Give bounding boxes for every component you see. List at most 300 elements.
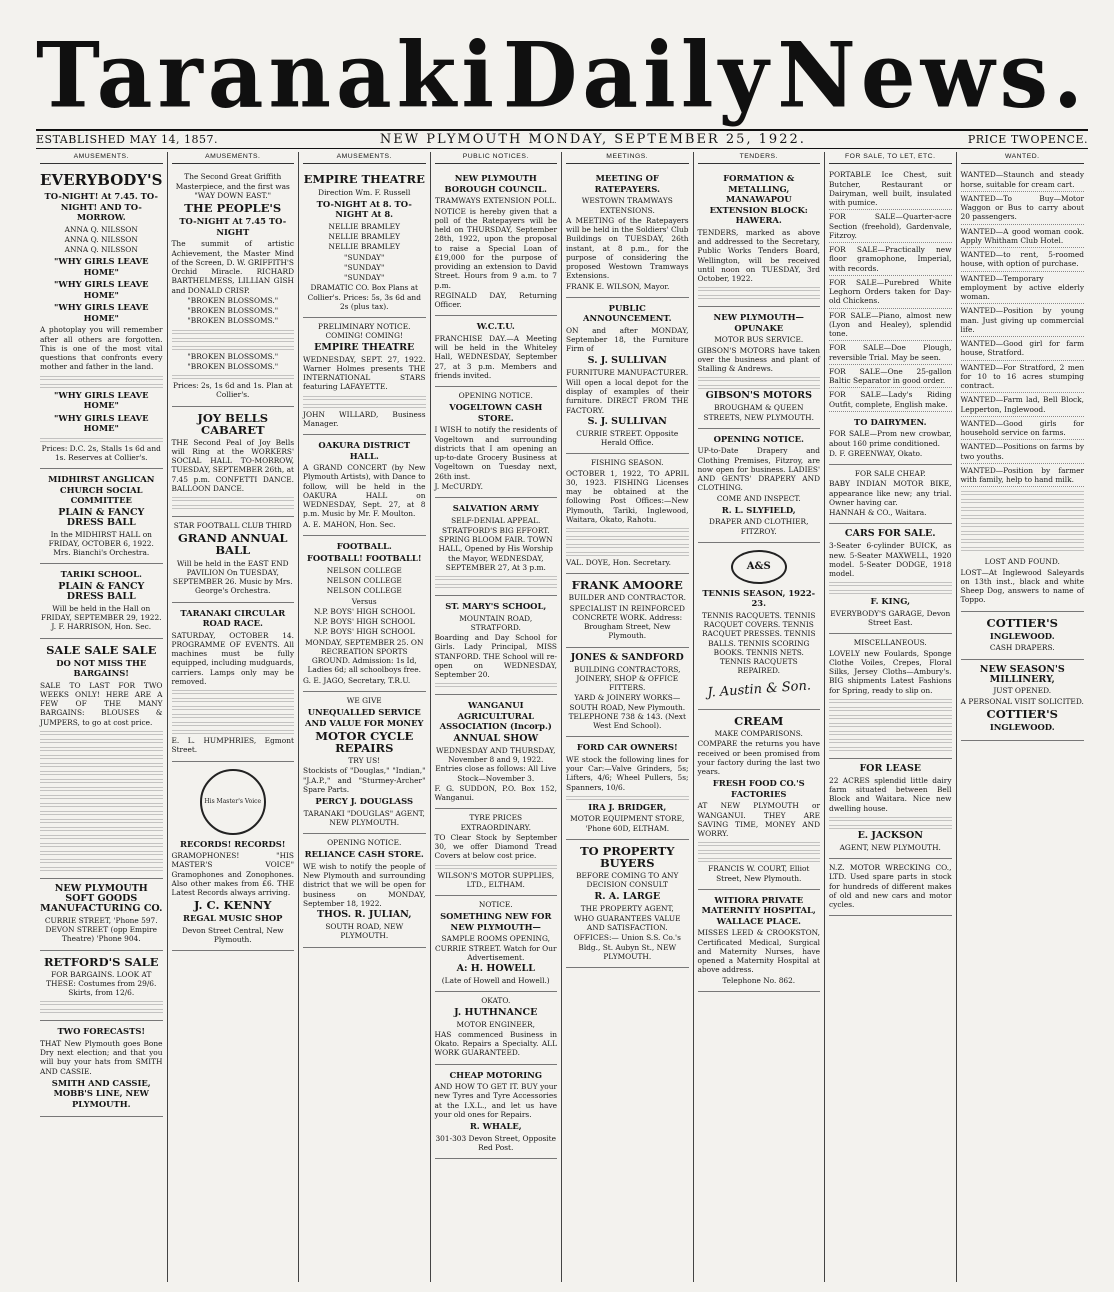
text-filler: [961, 489, 1085, 495]
ad-title: RETFORD'S SALE: [43, 954, 159, 969]
ad-body: 3-Seater 6-cylinder BUICK, as new. 5-Seater MAXWELL, 1920 model. 5-Seater DODGE, 1918 model.: [829, 541, 952, 579]
ad-empire-theatre: [303, 168, 426, 318]
ad-sign: Telephone No. 862.: [722, 975, 796, 985]
text-filler: [40, 753, 163, 759]
ad-title: CHEAP MOTORING: [449, 1069, 542, 1080]
ad-douglass-motorcycles: [303, 692, 426, 834]
ad-body: Will be held in the Hall on FRIDAY, SEPTEMBER 29, 1922. J. F. HARRISON, Hon. Sec.: [40, 603, 162, 632]
ad-title: COTTIER'S: [986, 615, 1058, 630]
ad-line: "WHY GIRLS LEAVE HOME": [54, 389, 149, 411]
wanted-item: WANTED—Staunch and steady horse, suitable for cream cart.: [961, 168, 1085, 192]
ad-subtitle: JUST OPENED.: [993, 686, 1052, 696]
ad-head: NOTICE.: [478, 900, 513, 910]
ad-title: NEW PLYMOUTH SOFT GOODS MANUFACTURING CO.: [40, 882, 163, 914]
text-filler: [40, 761, 163, 767]
wanted-item: WANTED—Good girls for household service on farms.: [961, 417, 1085, 441]
ad-line: "SUNDAY": [344, 252, 385, 262]
ad-line: NELLIE BRAMLEY: [328, 221, 400, 231]
ad-body: SPECIALIST IN REINFORCED CONCRETE WORK. Address: Brougham Street, New Plymouth.: [569, 603, 685, 641]
ad-head: FISHING SEASON.: [591, 458, 664, 468]
wanted-item: WANTED—Position by farmer with family, help to hand milk.: [961, 464, 1085, 488]
ad-title: S. J. SULLIVAN: [587, 415, 667, 427]
text-filler: [566, 542, 689, 548]
text-filler: [40, 374, 163, 380]
text-filler: [40, 857, 163, 863]
ad-title: GRAND ANNUAL BALL: [178, 531, 288, 558]
classified-item: FOR SALE—Doe Plough, reversible Trial. May be seen.: [829, 341, 952, 365]
ad-pre: WE GIVE: [346, 695, 382, 705]
ad-title: FRANK AMOORE: [571, 578, 683, 593]
ad-title: MIDHIRST ANGLICAN CHURCH SOCIAL COMMITTEE: [48, 474, 155, 506]
ad-pre: PRELIMINARY NOTICE. COMING! COMING!: [318, 322, 411, 341]
ad-ford-car-owners: [566, 737, 689, 840]
ad-sign: MOTOR EQUIPMENT STORE, 'Phone 60D, ELTHAM.: [570, 814, 685, 833]
ad-peoples: [172, 168, 295, 406]
ad-body: N.Z. MOTOR WRECKING CO., LTD. Used spare parts in stock for hundreds of different makes of old and new cars and motor cycles.: [829, 863, 952, 910]
ad-title: TO PROPERTY BUYERS: [580, 843, 675, 871]
text-filler: [172, 328, 295, 334]
wanted-item: WANTED—to rent, 5-roomed house, with option of purchase.: [961, 248, 1085, 272]
column-heading: AMUSEMENTS.: [40, 152, 163, 164]
ad-subtitle: MOTOR ENGINEER,: [456, 1019, 535, 1029]
ad-sign: (Late of Howell and Howell.): [441, 976, 550, 986]
ad-title: VOGELTOWN CASH STORE.: [449, 402, 543, 423]
ad-for-sale-cheap: [829, 465, 952, 524]
ad-howell: [435, 896, 558, 992]
ad-body: ON and after MONDAY, September 18, the Furniture Firm of: [566, 325, 689, 354]
ad-sullivan-furniture: [566, 298, 689, 454]
ad-title: NEW PLYMOUTH—OPUNAKE: [713, 312, 804, 333]
ad-pre: STAR FOOTBALL CLUB THIRD: [173, 521, 292, 531]
ad-subtitle: MAKE COMPARISONS.: [714, 729, 803, 739]
masthead-word-taranaki: Taranaki: [36, 22, 500, 129]
ad-line: NELSON COLLEGE: [326, 565, 402, 575]
column-wanted: [957, 152, 1089, 1282]
column-heading: AMUSEMENTS.: [172, 152, 295, 164]
ad-cheap-motoring: [435, 1065, 558, 1160]
ad-title: SALE SALE SALE: [46, 642, 157, 657]
ad-borough-council: [435, 168, 558, 316]
ad-sign: EVERYBODY'S GARAGE, Devon Street East.: [830, 608, 951, 628]
ad-title: EMPIRE THEATRE: [314, 341, 415, 353]
text-filler: [40, 745, 163, 751]
text-filler: [698, 285, 821, 291]
ad-subtitle: TO-NIGHT At 8. TO-NIGHT At 8.: [316, 198, 412, 220]
ad-subtitle: DO NOT MISS THE BARGAINS!: [56, 657, 147, 679]
ad-manawapou-tender: [698, 168, 821, 307]
ad-sign: REGINALD DAY, Returning Officer.: [434, 290, 557, 310]
ad-subtitle: MOTOR BUS SERVICE.: [714, 335, 804, 345]
austin-badge-icon: A&S: [731, 550, 787, 584]
ad-body: Will be held in the EAST END PAVILION On TUESDAY, SEPTEMBER 26. Music by Mrs. George's Orchestra.: [172, 558, 293, 596]
text-filler: [40, 865, 163, 871]
masthead: [36, 22, 1088, 129]
ad-football: [303, 536, 426, 692]
ad-title: CREAM: [734, 713, 784, 728]
ad-line: "BROKEN BLOSSOMS.": [187, 316, 279, 326]
ad-line: "WHY GIRLS LEAVE HOME": [54, 256, 149, 277]
text-filler: [961, 513, 1085, 519]
ad-body: TO Clear Stock by September 30, we offer Diamond Tread Covers at below cost price.: [434, 832, 557, 861]
ad-try: TRY US!: [348, 756, 381, 766]
ad-joy-bells: [172, 407, 295, 518]
text-filler: [40, 801, 163, 807]
ad-head: PUBLIC ANNOUNCEMENT.: [583, 302, 672, 324]
column-amusements-3: [299, 152, 431, 1282]
text-filler: [961, 497, 1085, 503]
ad-midhirst-ball: [40, 469, 163, 564]
text-filler: [829, 580, 952, 586]
ad-line: N.P. BOYS' HIGH SCHOOL: [313, 627, 415, 637]
text-filler: [172, 495, 295, 501]
ad-empire-preliminary: [303, 318, 426, 435]
ad-wanganui-show: [435, 695, 558, 809]
ad-body: STRATFORD'S BIG EFFORT. SPRING BLOOM FAIR. TOWN HALL, Opened by His Worship the Mayor, WEDNESDAY, SEPTEMBER 27, At 3 p.m.: [438, 525, 554, 572]
ad-head: TYRE PRICES EXTRAORDINARY.: [460, 813, 531, 832]
text-filler: [961, 529, 1085, 535]
ad-road-race: [172, 603, 295, 762]
ad-body: NOTICE is hereby given that a poll of the Ratepayers will be held on THURSDAY, September 28th, 1922, upon the proposal to raise a Special Loan of £19,000 for the purpose of providing an extension to David Street. Hours from 9 a.m. to 7 p.m.: [434, 206, 557, 290]
column-heading: FOR SALE, TO LET, ETC.: [829, 152, 952, 164]
ad-everybodys: [40, 168, 163, 469]
ad-subtitle: COME AND INSPECT.: [716, 493, 801, 503]
text-filler: [961, 521, 1085, 527]
text-filler: [172, 373, 295, 379]
classified-item: FOR SALE—One 25-gallon Baltic Separator in good order.: [829, 365, 952, 389]
column-tenders: [694, 152, 826, 1282]
ad-body: WEDNESDAY, SEPT. 27, 1922. Warner Holmes presents THE INTERNATIONAL STARS featuring LAFAYETTE.: [303, 354, 426, 392]
text-filler: [172, 696, 295, 702]
ad-tariki-ball: [40, 564, 163, 638]
ad-lost-found: [961, 553, 1085, 611]
ad-st-marys-school: [435, 596, 558, 695]
ad-body: WEDNESDAY AND THURSDAY, November 8 and 9, 1922. Entries close as follows: All Live Stock—November 3.: [435, 745, 557, 783]
ad-body: HAS commenced Business in Okato. Repairs a Specialty. ALL WORK GUARANTEED.: [434, 1029, 557, 1058]
ad-title: ST. MARY'S SCHOOL,: [445, 601, 547, 612]
ad-title: FORMATION & METALLING, MANAWAPOU EXTENSION BLOCK: HAWERA.: [709, 173, 808, 226]
text-filler: [961, 537, 1085, 543]
ad-name: GIBSON'S MOTORS: [705, 390, 812, 402]
wanted-item: WANTED—Positions on farms by two youths.: [961, 440, 1085, 464]
ad-cottiers: [961, 612, 1085, 660]
ad-kenny-music: [172, 762, 295, 952]
text-filler: [40, 729, 163, 735]
column-heading: WANTED.: [961, 152, 1085, 164]
price-line: PRICE TWOPENCE.: [967, 133, 1088, 146]
ad-subtitle: PLAIN & FANCY DRESS BALL: [58, 580, 145, 602]
ad-pre: RECORDS! RECORDS!: [180, 838, 286, 849]
text-filler: [698, 848, 821, 854]
ad-subtitle: TRAMWAYS EXTENSION POLL.: [435, 196, 557, 206]
ad-line: "WHY GIRLS LEAVE HOME": [54, 302, 149, 323]
ad-body: Stockists of "Douglas," "Indian," "J.A.P.," and "Sturmey-Archer" Spare Parts.: [303, 766, 426, 794]
ad-title: TARIKI SCHOOL.: [60, 569, 142, 580]
text-filler: [698, 840, 821, 846]
text-filler: [566, 550, 689, 556]
ad-subtitle: PLAIN & FANCY DRESS BALL: [58, 506, 145, 528]
ad-body: Boarding and Day School for Girls. Lady Principal, MISS STANFORD. THE School will re-open on WEDNESDAY, September 20.: [434, 633, 557, 680]
text-filler: [435, 863, 558, 869]
ad-head: OAKURA DISTRICT HALL.: [318, 440, 411, 461]
ad-title: SOMETHING NEW FOR NEW PLYMOUTH—: [440, 911, 552, 932]
ad-body: In the MIDHIRST HALL on FRIDAY, OCTOBER 6, 1922. Mrs. Bianchi's Orchestra.: [48, 529, 154, 558]
text-filler: [829, 729, 952, 735]
text-filler: [40, 769, 163, 775]
ad-body: A MEETING of the Ratepayers will be held in the Soldiers' Club Buildings on TUESDAY, 26th instant, at 8 p.m., for the purpose of considering the proposed Westown Tramways Extensions.: [566, 215, 689, 281]
ad-title: WITIORA PRIVATE MATERNITY HOSPITAL, WALLACE PLACE.: [701, 894, 816, 926]
ad-subtitle: INGLEWOOD.: [989, 630, 1055, 641]
column-amusements-1: [36, 152, 168, 1282]
column-heading: PUBLIC NOTICES.: [435, 152, 558, 164]
classified-item: FOR SALE—Piano, almost new (Lyon and Healey), splendid tone.: [829, 309, 952, 342]
text-filler: [698, 375, 821, 381]
ad-body: A PERSONAL VISIT SOLICITED.: [960, 696, 1084, 706]
ad-name: F. KING,: [870, 596, 911, 607]
ad-body: MONDAY, SEPTEMBER 25. ON RECREATION SPORTS GROUND. Admission: 1s Id, Ladies 6d; all schoolboys free.: [305, 637, 424, 675]
ad-title: NEW PLYMOUTH BOROUGH COUNCIL.: [444, 173, 547, 194]
ad-sign: CURRIE STREET. Opposite Herald Office.: [576, 428, 679, 448]
ad-to-dairymen: [829, 412, 952, 465]
ad-subtitle: MOUNTAIN ROAD, STRATFORD.: [459, 613, 533, 632]
text-filler: [829, 721, 952, 727]
ad-line: "WHY GIRLS LEAVE HOME": [54, 279, 149, 300]
ad-millinery: [961, 660, 1085, 741]
ad-title: J. C. KENNY: [193, 898, 272, 913]
ad-body: FRANCHISE DAY.—A Meeting will be held in the Whiteley Hall, WEDNESDAY, September 27, at 3 p.m. Members and friends invited.: [434, 333, 557, 380]
text-filler: [566, 794, 689, 800]
classified-item: FOR SALE—Quarter-acre Section (freehold), Gardenvale, Fitzroy.: [829, 210, 952, 243]
ad-head: FOOTBALL.: [336, 540, 392, 551]
ad-body: I WISH to notify the residents of Vogeltown and surrounding districts that I am opening an up-to-date Grocery Business at Vogeltown on Tuesday next, 26th inst.: [434, 425, 557, 481]
text-filler: [172, 720, 295, 726]
ad-foot: OFFICES:— Union S.S. Co.'s Bldg., St. Aubyn St., NEW PLYMOUTH.: [573, 933, 681, 961]
ad-name: PERCY J. DOUGLASS: [315, 796, 414, 807]
wanted-item: WANTED—Position by young man. Just giving up commercial life.: [961, 304, 1085, 337]
ad-sign: FRANCIS W. COURT, Elliot Street, New Plymouth.: [708, 864, 810, 883]
ad-sign: SOUTH ROAD, NEW PLYMOUTH.: [325, 922, 404, 941]
text-filler: [961, 505, 1085, 511]
ad-body: MISSES LEED & CROOKSTON, Certificated Medical, Surgical and Maternity Nurses, have opened a Maternity Hospital at above address.: [697, 928, 820, 975]
ad-mid: FRESH FOOD CO.'S FACTORIES: [712, 778, 805, 799]
ad-sale: [40, 639, 163, 879]
text-filler: [40, 777, 163, 783]
ad-title: UNEQUALLED SERVICE AND VALUE FOR MONEY: [305, 707, 424, 728]
austin-signature: J. Austin & Son.: [706, 678, 811, 701]
masthead-word-news: News.: [777, 22, 1088, 129]
classified-item: FOR SALE—Lady's Riding Outfit, complete, English make.: [829, 388, 952, 412]
wanted-item: WANTED—Temporary employment by active elderly woman.: [961, 272, 1085, 305]
ad-sign: G. E. JAGO, Secretary, T.R.U.: [303, 675, 411, 685]
ad-head: FOR SALE CHEAP.: [854, 469, 926, 479]
text-filler: [435, 582, 558, 588]
ad-body: DRAMATIC CO. Box Plans at Collier's. Prices: 5s, 3s 6d and 2s (plus tax).: [307, 283, 421, 311]
ad-sign: INGLEWOOD.: [989, 722, 1055, 733]
newspaper-columns: [36, 152, 1088, 1282]
ad-subtitle: REGAL MUSIC SHOP: [183, 913, 283, 924]
ad-sign: E. L. HUMPHRIES, Egmont Street.: [171, 736, 294, 755]
ad-line: "WHY GIRLS LEAVE HOME": [54, 412, 149, 434]
text-filler: [40, 785, 163, 791]
ad-head: OPENING NOTICE.: [327, 838, 402, 848]
ad-title: TENNIS SEASON, 1922-23.: [702, 587, 816, 609]
ad-oakura-concert: [303, 435, 426, 536]
text-filler: [40, 825, 163, 831]
ad-subtitle: FURNITURE MANUFACTURER.: [566, 367, 689, 377]
wanted-item: WANTED—To Buy—Motor Waggon or Bus to carry about 20 passengers.: [961, 192, 1085, 225]
ad-name: E. JACKSON: [857, 829, 923, 841]
ad-head: LOST AND FOUND.: [984, 557, 1060, 567]
ad-body: FOR BARGAINS. LOOK AT THESE: Costumes from 29/6. Skirts, from 12/6.: [46, 969, 157, 998]
ad-mid: MOTOR CYCLE REPAIRS: [315, 729, 414, 756]
ad-title: TO DAIRYMEN.: [854, 416, 927, 427]
text-filler: [172, 704, 295, 710]
text-filler: [698, 293, 821, 299]
ad-line: "SUNDAY": [344, 273, 385, 283]
ad-body: CURRIE STREET, 'Phone 597. DEVON STREET (opp Empire Theatre) 'Phone 904.: [44, 915, 158, 944]
ad-head: OPENING NOTICE.: [458, 391, 533, 401]
text-filler: [829, 697, 952, 703]
ad-title: NEW SEASON'S MILLINERY,: [979, 663, 1065, 685]
ad-fishing-season: [566, 454, 689, 574]
ad-body-2: AT NEW PLYMOUTH or WANGANUI. THEY ARE SAVING TIME, MONEY AND WORRY.: [697, 801, 820, 839]
text-filler: [40, 793, 163, 799]
text-filler: [172, 503, 295, 509]
ad-body: TENNIS RACQUETS. TENNIS RACQUET COVERS. TENNIS RACQUET PRESSES. TENNIS BALLS. TENNIS SCORING BOOKS. TENNIS NETS. TENNIS RACQUETS REPAIRED.: [701, 610, 816, 676]
ad-wctu: [435, 316, 558, 387]
ad-body: BEFORE COMING TO ANY DECISION CONSULT: [576, 871, 679, 890]
ad-body: WE stock the following lines for your Car:—Valve Grinders, 5s; Lifters, 4/6; Wheel Pullers, 5s; Spanners, 10/6.: [566, 754, 689, 792]
text-filler: [172, 344, 295, 350]
ad-frank-amoore: [566, 574, 689, 647]
ad-title: TARANAKI CIRCULAR ROAD RACE.: [180, 607, 286, 629]
text-filler: [40, 809, 163, 815]
text-filler: [40, 382, 163, 388]
ad-pre: The Second Great Griffith Masterpiece, and the first was "WAY DOWN EAST.": [175, 172, 290, 200]
column-heading: TENDERS.: [698, 152, 821, 164]
ad-versus: Versus: [351, 596, 377, 606]
text-filler: [698, 856, 821, 862]
wanted-item: WANTED—Farm lad, Bell Block, Lepperton, Inglewood.: [961, 393, 1085, 417]
ad-cars-for-sale: [829, 524, 952, 634]
ad-body: A photoplay you will remember after all others are forgotten. This is one of the most vital questions that confronts every mother and father in the land.: [40, 325, 163, 372]
ad-title: EMPIRE THEATRE: [303, 172, 425, 187]
ad-head: OKATO.: [481, 996, 511, 1006]
ad-title: MEETING OF RATEPAYERS.: [594, 173, 660, 194]
ad-title: J. HUTHNANCE: [454, 1006, 538, 1018]
ad-sign: HANNAH & CO., Waitara.: [829, 508, 927, 518]
text-filler: [172, 336, 295, 342]
ad-title: SALVATION ARMY: [452, 503, 539, 514]
ad-star: ANNA Q. NILSSON: [64, 224, 138, 234]
text-filler: [40, 817, 163, 823]
ad-sign: J. McCURDY.: [434, 481, 483, 491]
text-filler: [303, 402, 426, 408]
ad-line: "SUNDAY": [344, 262, 385, 272]
ad-name: IRA J. BRIDGER,: [588, 801, 667, 812]
ad-tennis-season: [698, 543, 821, 710]
text-filler: [829, 588, 952, 594]
ad-body: SALE TO LAST FOR TWO WEEKS ONLY! HERE ARE A FEW OF THE MANY BARGAINS: BLOUSES & JUMPERS, to go at cost price.: [40, 680, 163, 727]
ad-miscellaneous: [829, 634, 952, 759]
ad-sign: 301-303 Devon Street, Opposite Red Post.: [435, 1133, 557, 1152]
ad-body: THAT New Plymouth goes Bone Dry next election; and that you will buy your hats from SMITH AND CASSIE.: [40, 1038, 163, 1076]
ad-line: NELSON COLLEGE: [326, 576, 402, 586]
ad-sign: WHO GUARANTEES VALUE AND SATISFACTION.: [574, 913, 681, 933]
ad-reliance-cash-store: [303, 834, 426, 947]
ad-tyre-prices: [435, 809, 558, 896]
ad-name: A: H. HOWELL: [456, 963, 535, 975]
text-filler: [172, 728, 295, 734]
ad-body: SAMPLE ROOMS OPENING, CURRIE STREET. Watch for Our Advertisement.: [434, 934, 557, 962]
ad-motor-wrecking: [829, 859, 952, 916]
ad-name: THOS. R. JULIAN,: [316, 909, 412, 921]
ad-name: R. L. SLYFIELD,: [721, 504, 796, 515]
ad-line: "BROKEN BLOSSOMS.": [187, 295, 279, 305]
text-filler: [829, 815, 952, 821]
ad-title: S. J. SULLIVAN: [587, 354, 667, 366]
ad-huthnance: [435, 992, 558, 1064]
ad-soft-goods: [40, 879, 163, 951]
ad-body: A GRAND CONCERT (by New Plymouth Artists), with Dance to follow, will be held in the OAKURA HALL on WEDNESDAY, Sept. 27, at 8 p.m. Music by Mr. F. Moulton.: [303, 463, 426, 519]
ad-subtitle: BUILDER AND CONTRACTOR.: [568, 593, 686, 603]
ad-star: ANNA Q. NILSSON: [64, 234, 138, 244]
established-line: ESTABLISHED MAY 14, 1857.: [36, 133, 218, 146]
ad-sign: FRANK E. WILSON, Mayor.: [566, 281, 670, 291]
classified-item: PORTABLE Ice Chest, suit Butcher, Restaurant or Dairyman, well built, insulated with pumice.: [829, 168, 952, 210]
text-filler: [40, 999, 163, 1005]
wanted-item: WANTED—Good girl for farm house, Stratford.: [961, 337, 1085, 361]
ad-witiora-hospital: [698, 890, 821, 992]
ad-sign: BROUGHAM & QUEEN STREETS, NEW PLYMOUTH.: [703, 403, 814, 422]
ad-sign: TARANAKI "DOUGLAS" AGENT, NEW PLYMOUTH.: [303, 808, 425, 827]
ad-subtitle: ANNUAL SHOW: [453, 732, 539, 744]
ad-sign: F. G. SUDDON, P.O. Box 152, Wanganui.: [434, 783, 557, 803]
ad-head: OPENING NOTICE.: [713, 433, 804, 444]
text-filler: [435, 574, 558, 580]
ad-line: NELLIE BRAMLEY: [328, 232, 400, 242]
ad-title: FOOTBALL! FOOTBALL!: [306, 553, 422, 564]
column-meetings: [562, 152, 694, 1282]
ad-sign: A. E. MAHON, Hon. Sec.: [303, 519, 396, 529]
text-filler: [172, 688, 295, 694]
ad-body: UP-to-Date Drapery and Clothing Premises, Fitzroy, are now open for business. LADIES' AND GENTS' DRAPERY AND CLOTHING.: [697, 446, 820, 493]
ad-sign: DRAPER AND CLOTHIER, FITZROY.: [709, 517, 809, 536]
ad-head: W.C.T.U.: [476, 321, 515, 332]
ad-sign: D. F. GREENWAY, Okato.: [829, 448, 923, 458]
text-filler: [40, 1007, 163, 1013]
ad-sign: WILSON'S MOTOR SUPPLIES, LTD., ELTHAM.: [437, 870, 555, 889]
ad-star: ANNA Q. NILSSON: [64, 245, 138, 255]
ad-body: LOST—At Inglewood Saleyards on 13th inst., black and white Sheep Dog, answers to name of Toppo.: [960, 567, 1084, 605]
ad-body: GIBSON'S MOTORS have taken over the business and plant of Stalling & Andrews.: [697, 345, 820, 374]
text-filler: [40, 841, 163, 847]
wanted-item: WANTED—For Stratford, 2 men for 10 to 16 acres stumping contract.: [961, 361, 1085, 394]
text-filler: [40, 436, 163, 442]
ad-sign: AGENT, NEW PLYMOUTH.: [839, 842, 941, 852]
gramophone-logo-icon: His Master's Voice: [200, 769, 266, 835]
ad-title: JOY BELLS CABARET: [197, 410, 269, 437]
classified-item: FOR SALE—Practically new floor gramophone, Imperial, with records.: [829, 243, 952, 276]
ad-title: FOR LEASE: [859, 762, 922, 774]
ad-star-ball: [172, 517, 295, 602]
ad-sign: Devon Street Central, New Plymouth.: [181, 925, 284, 945]
text-filler: [829, 823, 952, 829]
ad-body: BABY INDIAN MOTOR BIKE, appearance like new; any trial. Owner having car.: [829, 479, 952, 507]
ad-sign: VAL. DOYE, Hon. Secretary.: [566, 558, 672, 568]
ad-body: OCTOBER 1, 1922, TO APRIL 30, 1923. FISHING Licenses may be obtained at the following Post Offices:—New Plymouth, Tariki, Inglewood, Waitara, Okato, Rahotu.: [566, 468, 689, 524]
ad-head: FORD CAR OWNERS!: [576, 742, 678, 753]
ad-title: CARS FOR SALE.: [844, 528, 936, 540]
